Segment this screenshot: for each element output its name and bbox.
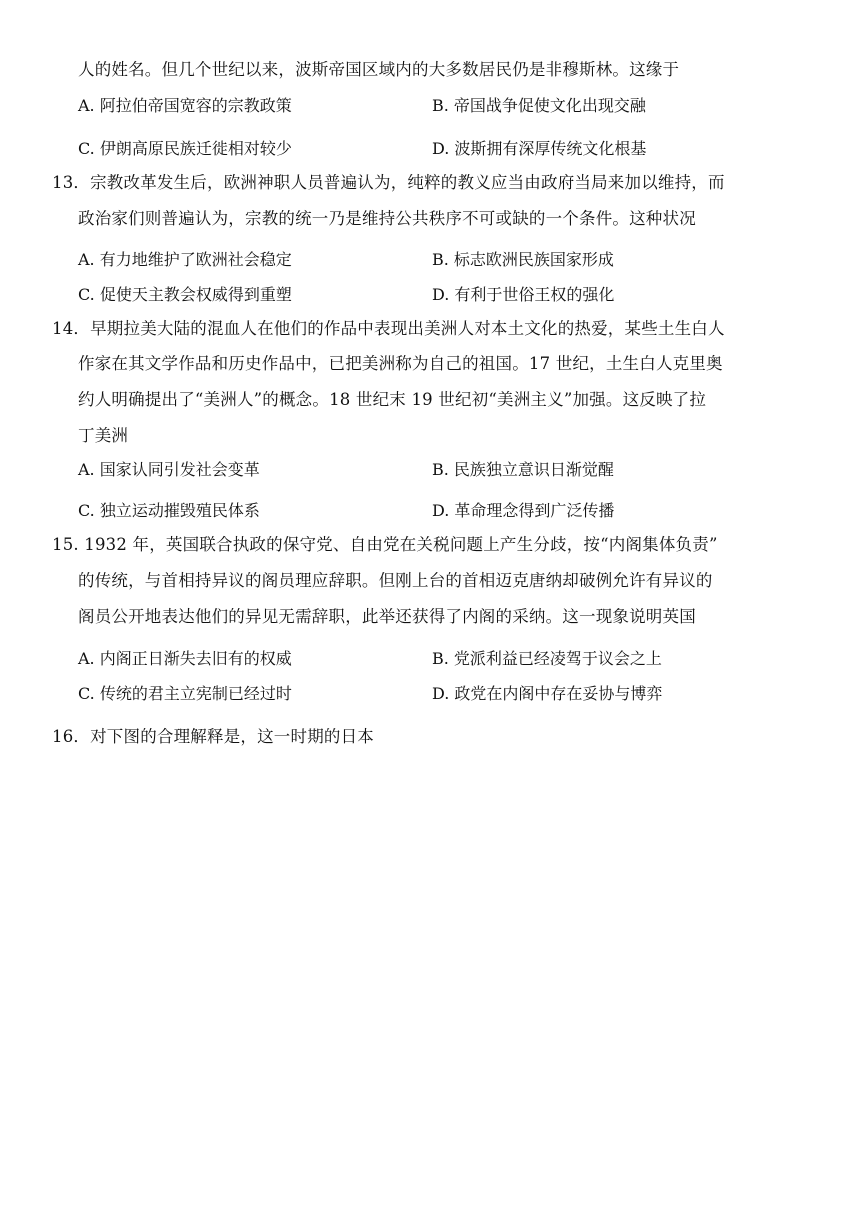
q15-stem-line-1: 15. 1932 年，英国联合执政的保守党、自由党在关税问题上产生分歧，按“内阁集体负责” xyxy=(52,535,718,554)
q15-stem-line-3: 阁员公开地表达他们的异见无需辞职，此举还获得了内阁的采纳。这一现象说明英国 xyxy=(78,607,696,626)
q14-stem-line-4: 丁美洲 xyxy=(78,426,129,445)
q15-option-c: C. 传统的君主立宪制已经过时 xyxy=(78,684,292,703)
q15-stem-line-2: 的传统，与首相持异议的阁员理应辞职。但刚上台的首相迈克唐纳却破例允许有异议的 xyxy=(78,571,713,590)
q13-stem-line-1: 13．宗教改革发生后，欧洲神职人员普遍认为，纯粹的教义应当由政府当局来加以维持，而 xyxy=(52,173,725,192)
q15-option-a: A. 内阁正日渐失去旧有的权威 xyxy=(78,649,292,668)
q13-option-d: D. 有利于世俗王权的强化 xyxy=(432,285,615,304)
q14-stem-line-2: 作家在其文学作品和历史作品中，已把美洲称为自己的祖国。17 世纪，土生白人克里奥 xyxy=(78,354,723,373)
q15-option-d: D. 政党在内阁中存在妥协与博弈 xyxy=(432,684,663,703)
q12-option-c: C. 伊朗高原民族迁徙相对较少 xyxy=(78,139,292,158)
q13-option-c: C. 促使天主教会权威得到重塑 xyxy=(78,285,292,304)
q13-stem-line-2: 政治家们则普遍认为，宗教的统一乃是维持公共秩序不可或缺的一个条件。这种状况 xyxy=(78,209,696,228)
q16-stem-line-1: 16．对下图的合理解释是，这一时期的日本 xyxy=(52,727,374,746)
q14-stem-line-1: 14．早期拉美大陆的混血人在他们的作品中表现出美洲人对本土文化的热爱，某些土生白人 xyxy=(52,319,725,338)
q12-stem-tail: 人的姓名。但几个世纪以来，波斯帝国区域内的大多数居民仍是非穆斯林。这缘于 xyxy=(78,60,680,79)
q12-option-b: B. 帝国战争促使文化出现交融 xyxy=(432,96,646,115)
q13-option-b: B. 标志欧洲民族国家形成 xyxy=(432,250,614,269)
q14-option-c: C. 独立运动摧毁殖民体系 xyxy=(78,501,260,520)
q14-option-d: D. 革命理念得到广泛传播 xyxy=(432,501,615,520)
q14-option-b: B. 民族独立意识日渐觉醒 xyxy=(432,460,614,479)
q12-option-d: D. 波斯拥有深厚传统文化根基 xyxy=(432,139,647,158)
q13-option-a: A. 有力地维护了欧洲社会稳定 xyxy=(78,250,292,269)
q14-stem-line-3: 约人明确提出了“美洲人”的概念。18 世纪末 19 世纪初“美洲主义”加强。这反映了拉 xyxy=(78,390,707,409)
q15-option-b: B. 党派利益已经凌驾于议会之上 xyxy=(432,649,662,668)
q12-option-a: A. 阿拉伯帝国宽容的宗教政策 xyxy=(78,96,292,115)
q14-option-a: A. 国家认同引发社会变革 xyxy=(78,460,260,479)
